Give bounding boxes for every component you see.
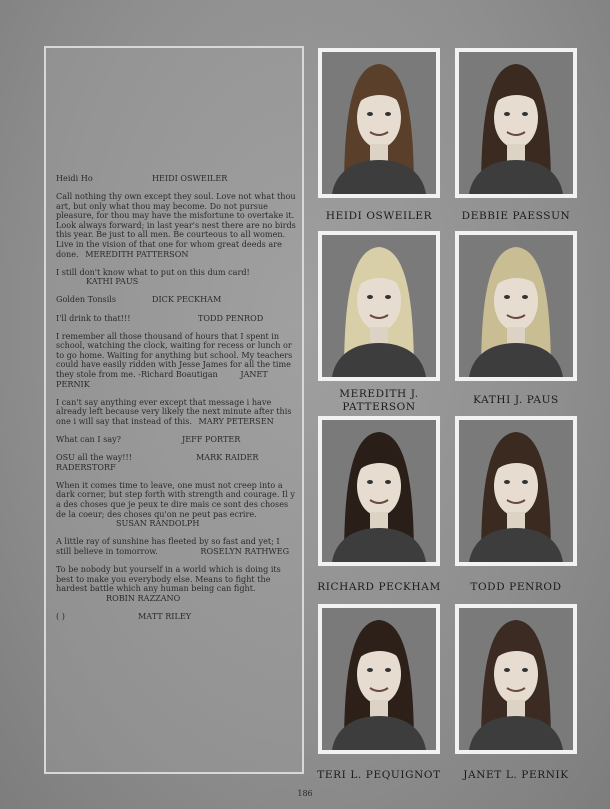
entry-text: What can I say? [56, 433, 121, 444]
portrait-silhouette [459, 52, 573, 194]
entry-text: OSU all the way!!! [56, 452, 133, 463]
entry-text: When it comes time to leave, one must not creep into a dark corner, but step forth with strength and courage. Il y a des choses que je peux te dire mais ce sont des choses de la coeur; des choses qu'on ne peut pas ecrire. [56, 479, 295, 519]
entry-signature: ROBIN RAZZANO [106, 592, 181, 603]
autograph-text-panel [44, 46, 304, 774]
portrait-image [322, 235, 436, 377]
entry-text: I can't say anything ever except that message i have already left because very likely the next minute after this one i will say that instead of this. [56, 396, 292, 426]
entry-signature: KATHI PAUS [86, 276, 139, 287]
portrait-silhouette [322, 420, 436, 562]
portrait-photo [318, 604, 440, 754]
entry [56, 435, 296, 445]
portrait-caption: KATHI J. PAUS [473, 394, 559, 406]
portrait-caption: JANET L. PERNIK [463, 769, 569, 781]
portrait-silhouette [322, 235, 436, 377]
entry-text: I still don't know what to put on this dum card! [56, 266, 250, 277]
entry [56, 481, 296, 529]
entry-text: A little ray of sunshine has fleeted by so fast and yet; I still believe in tomorrow. [56, 536, 280, 556]
portrait-image [459, 235, 573, 377]
entry-text: I'll drink to that!!! [56, 312, 131, 323]
portrait-photo [318, 416, 440, 566]
entry-text: ( ) [56, 610, 65, 621]
portrait-photo [455, 48, 577, 198]
entry-signature-continued: RADERSTORF [56, 461, 116, 472]
entry [56, 537, 296, 556]
portrait-image [459, 52, 573, 194]
portrait-photo [318, 48, 440, 198]
portrait-silhouette [459, 235, 573, 377]
entry [56, 565, 296, 603]
entry-signature: MARK RAIDER [196, 452, 259, 463]
entry-text: Heidi Ho [56, 173, 93, 183]
entry [56, 192, 296, 259]
portrait-silhouette [322, 608, 436, 750]
portrait-caption: MEREDITH J. PATTERSON [339, 388, 419, 413]
entry [56, 268, 296, 287]
entry-text: Golden Tonsils [56, 294, 117, 305]
entry [56, 314, 296, 324]
entry-text: Call nothing thy own except they soul. Love not what thou art, but only what thou may become. Do not pursue pleasure, for thou may have the misfortune to overtake it. Look always forward; in last year's nest there are no birds this year. Be just to all men. Be courteous to all women. Live in the vision of that one for whom great deeds are done. [56, 191, 296, 259]
portrait-photo [318, 231, 440, 381]
portrait-silhouette [459, 608, 573, 750]
entry-signature: DICK PECKHAM [152, 294, 222, 305]
entry-signature: MEREDITH PATTERSON [85, 248, 189, 259]
entry-signature: SUSAN RANDOLPH [116, 518, 200, 529]
entry [56, 332, 296, 390]
entry [56, 174, 296, 184]
portrait-caption: HEIDI OSWEILER [325, 210, 433, 222]
entry [56, 398, 296, 427]
portrait-caption: DEBBIE PAESSUN [461, 210, 571, 222]
entry [56, 453, 296, 472]
portrait-silhouette [459, 420, 573, 562]
entry-signature: JEFF PORTER [182, 433, 241, 444]
page-number: 186 [297, 789, 313, 798]
portrait-silhouette [322, 52, 436, 194]
entry [56, 295, 296, 305]
portrait-image [322, 52, 436, 194]
entry-signature: JANET PERNIK [56, 369, 268, 389]
entry-text: I remember all those thousand of hours that I spent in school, watching the clock, waiting for recess or lunch or to go home. Waiting for anything but school. My teachers could have easily ridden with Jesse James for all the time they stole from me. -Richard Boautigan [56, 330, 293, 379]
portrait-image [322, 420, 436, 562]
portrait-caption: RICHARD PECKHAM [317, 581, 441, 593]
entry-text: To be nobody but yourself in a world which is doing its best to make you everybody else. Means to fight the hardest battle which any human being can fight. [56, 563, 281, 594]
portrait-photo [455, 416, 577, 566]
entry-signature: ROSELYN RATHWEG [200, 545, 290, 556]
entry-signature: TODD PENROD [198, 312, 264, 323]
portrait-image [459, 608, 573, 750]
portrait-photo [455, 604, 577, 754]
portrait-image [322, 608, 436, 750]
portrait-image [459, 420, 573, 562]
portrait-caption: TERI L. PEQUIGNOT [317, 769, 441, 781]
entry [56, 612, 296, 622]
autograph-entries [56, 174, 296, 630]
portrait-photo [455, 231, 577, 381]
entry-signature: MARY PETERSEN [198, 415, 274, 426]
portrait-caption: TODD PENROD [470, 581, 562, 593]
entry-signature: HEIDI OSWEILER [152, 173, 228, 183]
entry-signature: MATT RILEY [138, 610, 192, 621]
